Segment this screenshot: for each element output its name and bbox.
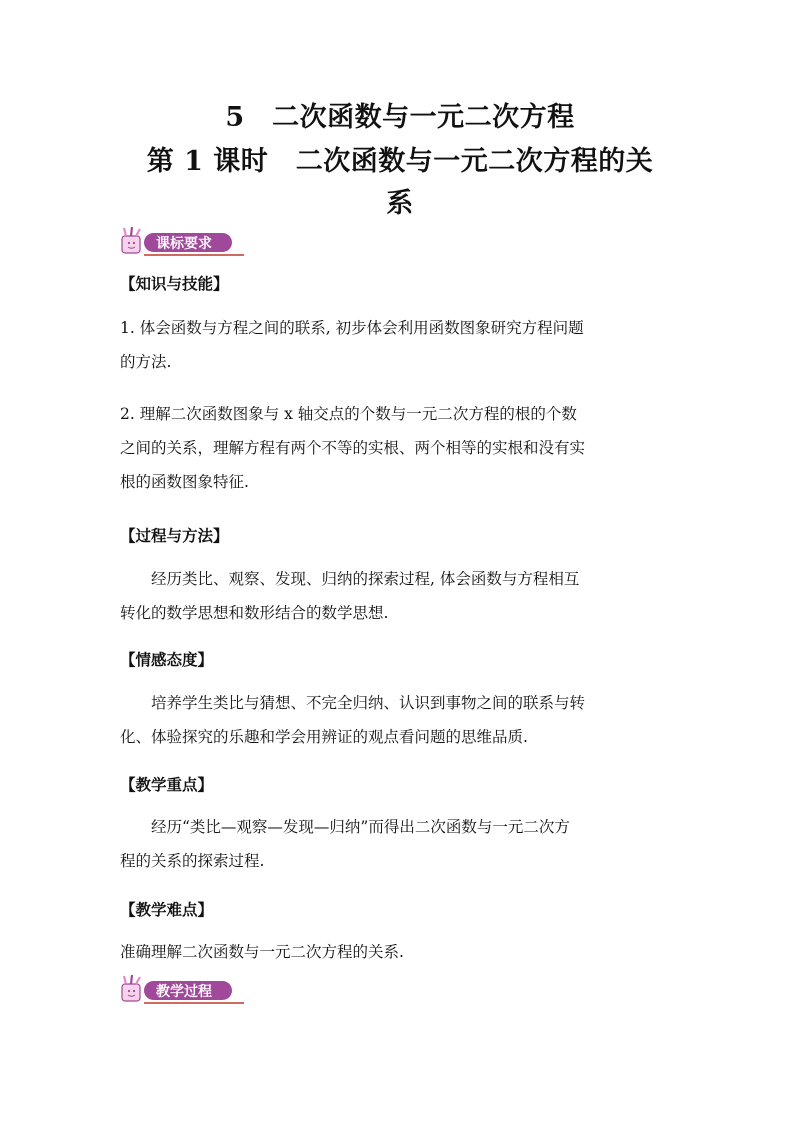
knowledge-item-2-line-2: 之间的关系，理解方程有两个不等的实根、两个相等的实根和没有实 xyxy=(120,439,586,457)
difficulty-paragraph xyxy=(120,935,680,969)
method-heading: 【过程与方法】 xyxy=(120,527,229,545)
key-point-paragraph xyxy=(120,810,680,878)
method-paragraph xyxy=(120,562,680,630)
emotion-heading: 【情感态度】 xyxy=(120,651,214,669)
pencil-cup-icon xyxy=(122,227,140,253)
method-line-1: 经历类比、观察、发现、归纳的探索过程, 体会函数与方程相互 xyxy=(151,570,580,588)
knowledge-item-2 xyxy=(120,397,680,499)
standards-badge-label: 课标要求 xyxy=(156,236,212,252)
process-badge-icon xyxy=(118,974,246,1004)
knowledge-item-2-line-1: 2. 理解二次函数图象与 x 轴交点的个数与一元二次方程的根的个数 xyxy=(120,405,577,423)
process-badge-label: 教学过程 xyxy=(156,984,212,1000)
knowledge-item-1 xyxy=(120,311,680,379)
key-point-heading: 【教学重点】 xyxy=(120,776,214,794)
emotion-line-2: 化、体验探究的乐趣和学会用辨证的观点看问题的思维品质. xyxy=(120,728,528,746)
knowledge-item-1-line-1: 1. 体会函数与方程之间的联系, 初步体会利用函数图象研究方程问题 xyxy=(120,319,584,337)
knowledge-heading: 【知识与技能】 xyxy=(120,275,229,293)
knowledge-item-1-line-2: 的方法. xyxy=(120,353,172,371)
emotion-line-1: 培养学生类比与猜想、不完全归纳、认识到事物之间的联系与转 xyxy=(151,694,586,712)
knowledge-item-2-line-3: 根的函数图象特征. xyxy=(120,473,249,491)
difficulty-line-1: 准确理解二次函数与一元二次方程的关系. xyxy=(120,943,404,961)
method-line-2: 转化的数学思想和数形结合的数学思想. xyxy=(120,604,389,622)
standards-badge-icon xyxy=(118,226,246,256)
lesson-subtitle: 第 1 课时 二次函数与一元二次方程的关 xyxy=(146,146,654,177)
pencil-cup-icon xyxy=(122,975,140,1001)
difficulty-heading: 【教学难点】 xyxy=(120,901,214,919)
lesson-subtitle-continued: 系 xyxy=(386,188,414,219)
lesson-title: 5 二次函数与一元二次方程 xyxy=(225,102,575,133)
key-point-line-2: 程的关系的探索过程. xyxy=(120,852,265,870)
key-point-line-1: 经历“类比—观察—发现—归纳”而得出二次函数与一元二次方 xyxy=(151,818,570,836)
emotion-paragraph xyxy=(120,686,680,754)
